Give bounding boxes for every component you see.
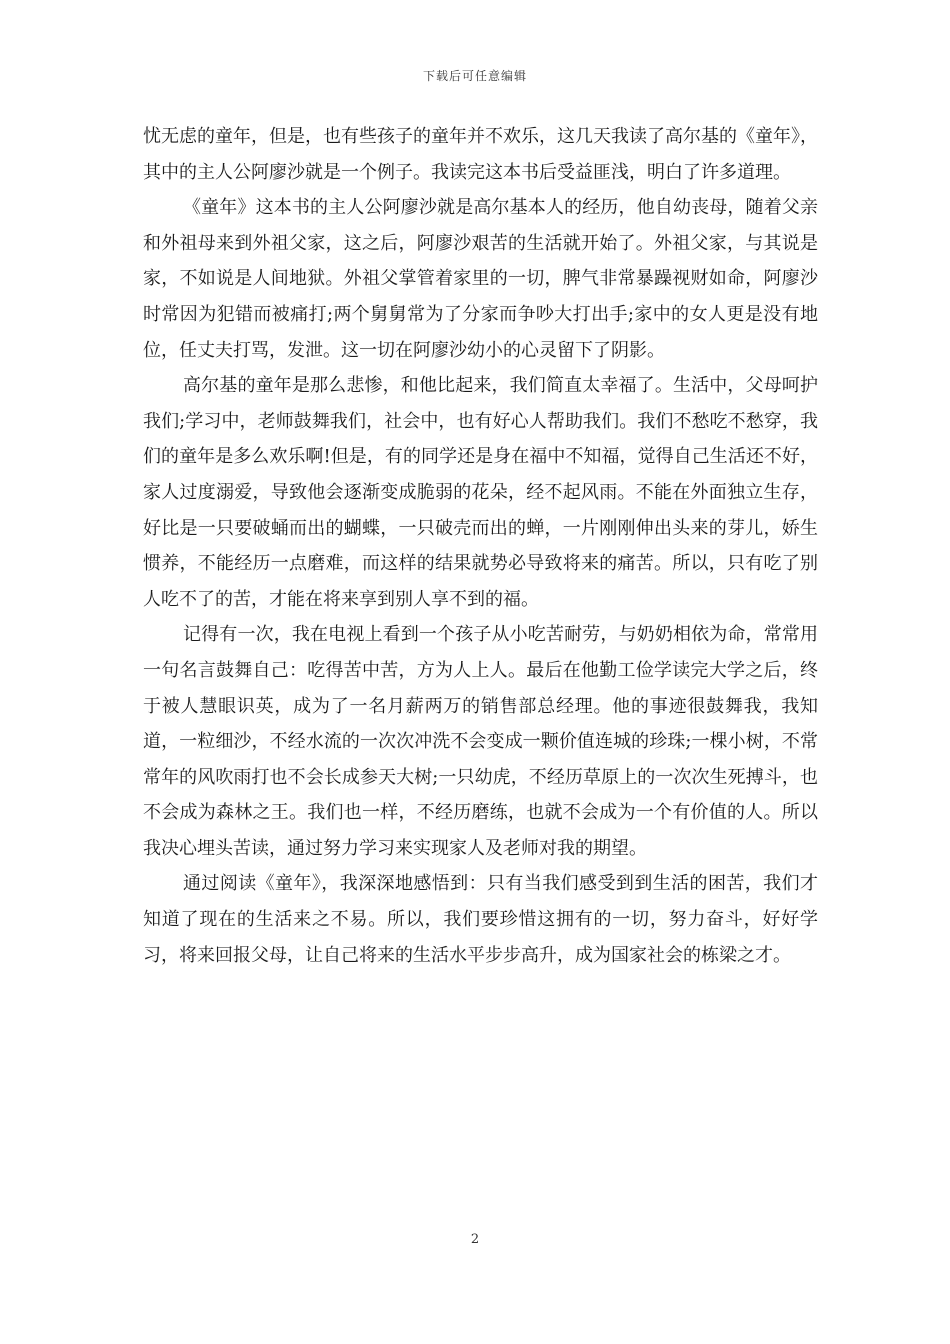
paragraph-4: 记得有一次，我在电视上看到一个孩子从小吃苦耐劳，与奶奶相依为命，常常用一句名言鼓舞自己：吃得苦中苦，方为人上人。最后在他勤工俭学读完大学之后，终于被人慧眼识英，成为了一名月薪两万的销售部总经理。他的事迹很鼓舞我，我知道，一粒细沙，不经水流的一次次冲洗不会变成一颗价值连城的珍珠;一棵小树，不常常年的风吹雨打也不会长成参天大树;一只幼虎，不经历草原上的一次次生死搏斗，也不会成为森林之王。我们也一样，不经历磨练，也就不会成为一个有价值的人。所以我决心埋头苦读，通过努力学习来实现家人及老师对我的期望。	[143, 624, 818, 859]
paragraph-3: 高尔基的童年是那么悲惨，和他比起来，我们简直太幸福了。生活中，父母呵护我们;学习中，老师鼓舞我们，社会中，也有好心人帮助我们。我们不愁吃不愁穿，我们的童年是多么欢乐啊!但是，有的同学还是身在福中不知福，觉得自己生活还不好，家人过度溺爱，导致他会逐渐变成脆弱的花朵，经不起风雨。不能在外面独立生存，好比是一只要破蛹而出的蝴蝶，一只破壳而出的蝉，一片刚刚伸出头来的芽儿，娇生惯养，不能经历一点磨难，而这样的结果就势必导致将来的痛苦。所以，只有吃了别人吃不了的苦，才能在将来享到别人享不到的福。	[143, 375, 818, 610]
paragraph-5: 通过阅读《童年》，我深深地感悟到：只有当我们感受到到生活的困苦，我们才知道了现在的生活来之不易。所以，我们要珍惜这拥有的一切，努力奋斗，好好学习，将来回报父母，让自己将来的生活水平步步高升，成为国家社会的栋梁之才。	[143, 873, 818, 966]
page-header: 下载后可任意编辑	[422, 69, 527, 83]
paragraph-2: 《童年》这本书的主人公阿廖沙就是高尔基本人的经历，他自幼丧母，随着父亲和外祖母来到外祖父家，这之后，阿廖沙艰苦的生活就开始了。外祖父家，与其说是家，不如说是人间地狱。外祖父掌管着家里的一切，脾气非常暴躁视财如命，阿廖沙时常因为犯错而被痛打;两个舅舅常为了分家而争吵大打出手;家中的女人更是没有地位，任丈夫打骂，发泄。这一切在阿廖沙幼小的心灵留下了阴影。	[143, 197, 818, 361]
document-body	[143, 119, 818, 973]
page-number: 2	[470, 1232, 480, 1247]
paragraph-1: 忧无虑的童年，但是，也有些孩子的童年并不欢乐，这几天我读了高尔基的《童年》，其中的主人公阿廖沙就是一个例子。我读完这本书后受益匪浅，明白了许多道理。	[143, 126, 818, 183]
